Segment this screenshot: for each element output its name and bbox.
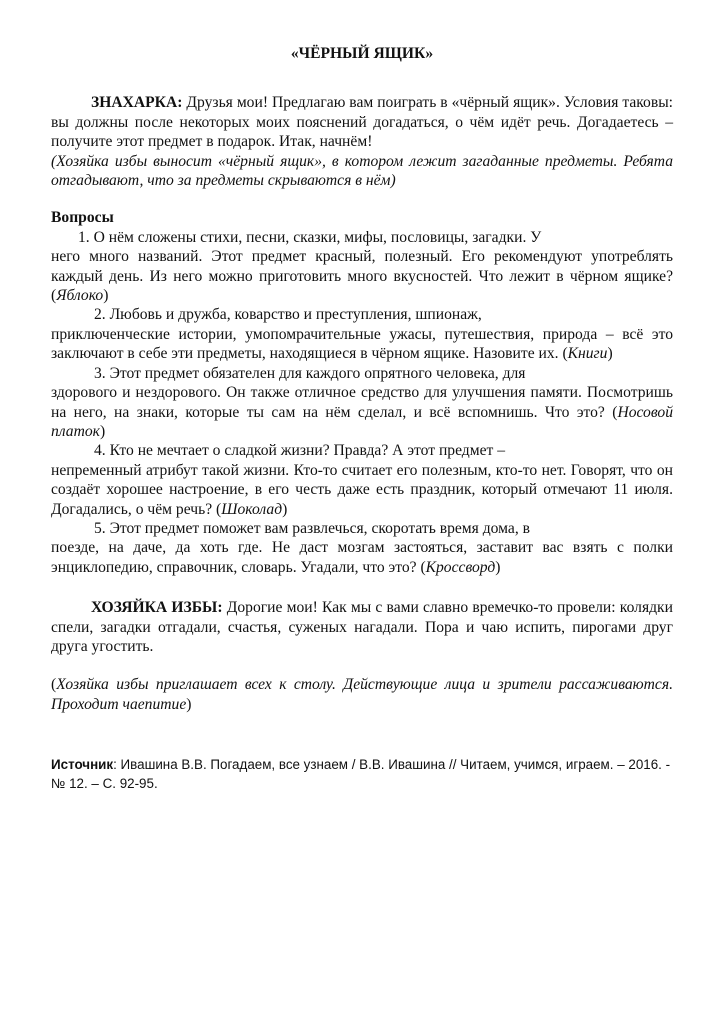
- intro-text: Друзья мои! Предлагаю вам поиграть в «чёрный ящик». Условия таковы: вы должны после некоторых моих пояснений догадаться, о чём идёт речь. Догадаетесь – получите этот предмет в подарок. Итак, начнём!: [51, 94, 673, 151]
- question-first-line: 2. Любовь и дружба, коварство и преступления, шпионаж,: [94, 306, 482, 324]
- question-1: [51, 228, 673, 306]
- question-body: здорового и нездорового. Он также отличное средство для улучшения памяти. Посмотришь на него, на знаки, которые ты сам на нём сделал, и всё вспомнишь. Что это? (Носовой платок): [51, 384, 673, 440]
- question-answer: Шоколад: [221, 500, 283, 518]
- outro-speaker: ХОЗЯЙКА ИЗБЫ:: [91, 599, 223, 617]
- document-title: «ЧЁРНЫЙ ЯЩИК»: [290, 45, 434, 62]
- question-body: приключенческие истории, умопомрачительные ужасы, путешествия, природа – всё это заключают в себе эти предметы, находящиеся в чёрном ящике. Назовите их. (Книги): [51, 325, 673, 363]
- question-first-line: 3. Этот предмет обязателен для каждого опрятного человека, для: [94, 364, 526, 382]
- question-body: непременный атрибут такой жизни. Кто-то считает его полезным, кто-то нет. Говорят, что он создаёт хорошее настроение, в его честь даже есть праздник, который отмечают 11 июля. Догадались, о чём речь? (Шоколад): [51, 461, 673, 518]
- question-answer: Книги: [567, 345, 608, 363]
- question-answer: Кроссворд: [425, 558, 496, 576]
- question-2: [51, 305, 673, 363]
- intro-speaker: ЗНАХАРКА:: [91, 94, 183, 112]
- question-first-line: 4. Кто не мечтает о сладкой жизни? Правда? А этот предмет –: [94, 442, 506, 460]
- questions-heading: Вопросы: [51, 209, 114, 227]
- intro-paragraph: [51, 93, 673, 151]
- outro-text: Дорогие мои! Как мы с вами славно времечко-то провели: колядки спели, загадки отгадали, счастья, суженых нагадали. Пора и чаю испить, пирогами друг друга угостить.: [51, 599, 673, 655]
- source-label: Источник: [51, 757, 114, 773]
- question-answer: Яблоко: [56, 287, 104, 305]
- source-text: : Ивашина В.В. Погадаем, все узнаем / В.В. Ивашина // Читаем, учимся, играем. – 2016. - № 12. – С. 92-95.: [51, 757, 671, 791]
- question-5: [51, 519, 673, 577]
- intro-stage-direction: (Хозяйка избы выносит «чёрный ящик», в котором лежит загаданные предметы. Ребята отгадывают, что за предметы скрываются в нём): [51, 152, 673, 190]
- source-citation: [51, 756, 673, 793]
- question-3: [51, 364, 673, 442]
- question-first-line: 1. О нём сложены стихи, песни, сказки, мифы, пословицы, загадки. У: [78, 228, 542, 246]
- outro-paragraph: [51, 598, 673, 656]
- question-body: поезде, на даче, да хоть где. Не даст мозгам застояться, заставит вас взять с полки энциклопедию, справочник, словарь. Угадали, что это? (Кроссворд): [51, 539, 673, 576]
- question-answer: Носовой платок: [51, 403, 673, 440]
- document-page: [51, 44, 673, 793]
- outro-stage-direction: (Хозяйка избы приглашает всех к столу. Действующие лица и зрители рассаживаются. Проходит чаепитие): [51, 676, 673, 713]
- question-body: него много названий. Этот предмет красный, полезный. Его рекомендуют употреблять каждый день. Из него можно приготовить много вкусностей. Что лежит в чёрном ящике? (Яблоко): [51, 248, 673, 305]
- question-first-line: 5. Этот предмет поможет вам развлечься, скоротать время дома, в: [94, 519, 530, 537]
- question-4: [51, 441, 673, 519]
